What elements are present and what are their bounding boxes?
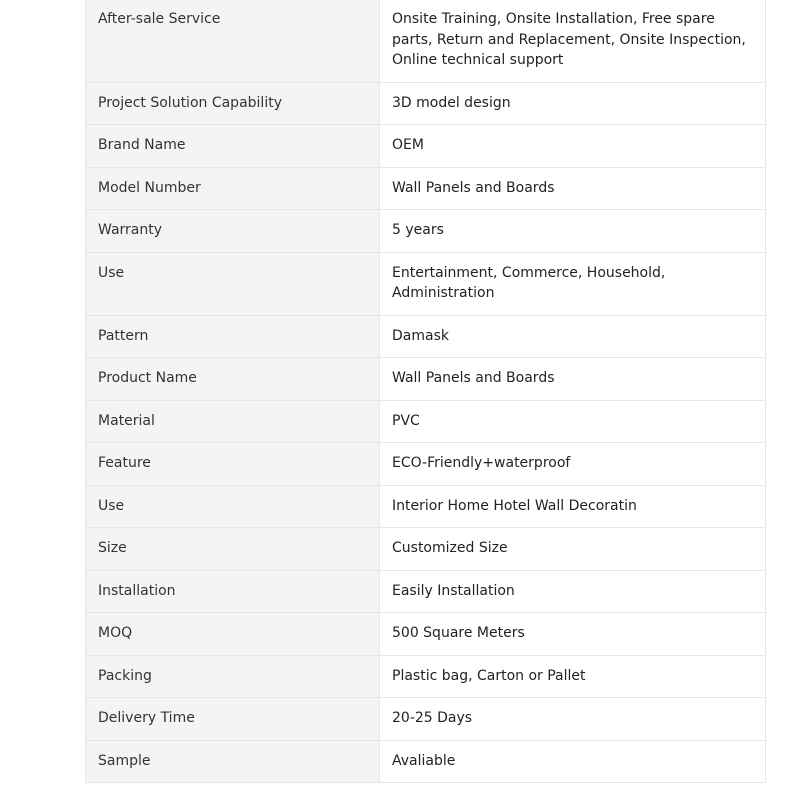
spec-row-size bbox=[86, 528, 766, 571]
spec-key: Warranty bbox=[86, 210, 380, 253]
spec-key: Delivery Time bbox=[86, 698, 380, 741]
spec-key: Brand Name bbox=[86, 125, 380, 168]
spec-value: Avaliable bbox=[380, 740, 766, 783]
product-spec-table bbox=[85, 0, 766, 783]
spec-row-sample bbox=[86, 740, 766, 783]
spec-row-installation bbox=[86, 570, 766, 613]
spec-row-material bbox=[86, 400, 766, 443]
spec-key: Model Number bbox=[86, 167, 380, 210]
spec-value: 3D model design bbox=[380, 82, 766, 125]
spec-table-body bbox=[86, 0, 766, 783]
spec-value: Wall Panels and Boards bbox=[380, 358, 766, 401]
spec-value: OEM bbox=[380, 125, 766, 168]
spec-value: 500 Square Meters bbox=[380, 613, 766, 656]
spec-key: Material bbox=[86, 400, 380, 443]
spec-value: 20-25 Days bbox=[380, 698, 766, 741]
spec-row-feature bbox=[86, 443, 766, 486]
spec-row-after-sale-service bbox=[86, 0, 766, 82]
spec-value: Plastic bag, Carton or Pallet bbox=[380, 655, 766, 698]
spec-key: Product Name bbox=[86, 358, 380, 401]
spec-row-packing bbox=[86, 655, 766, 698]
spec-key: Use bbox=[86, 252, 380, 315]
spec-value: 5 years bbox=[380, 210, 766, 253]
spec-key: Use bbox=[86, 485, 380, 528]
spec-row-pattern bbox=[86, 315, 766, 358]
spec-row-model-number bbox=[86, 167, 766, 210]
spec-key: MOQ bbox=[86, 613, 380, 656]
spec-value: Customized Size bbox=[380, 528, 766, 571]
spec-key: Packing bbox=[86, 655, 380, 698]
spec-key: Pattern bbox=[86, 315, 380, 358]
spec-value: Wall Panels and Boards bbox=[380, 167, 766, 210]
spec-key: Sample bbox=[86, 740, 380, 783]
spec-row-use bbox=[86, 252, 766, 315]
spec-value: Onsite Training, Onsite Installation, Free spare parts, Return and Replacement, Onsite Inspection, Online technical support bbox=[380, 0, 766, 82]
spec-row-use-2 bbox=[86, 485, 766, 528]
spec-value: PVC bbox=[380, 400, 766, 443]
spec-row-warranty bbox=[86, 210, 766, 253]
spec-key: Feature bbox=[86, 443, 380, 486]
spec-value: Interior Home Hotel Wall Decoratin bbox=[380, 485, 766, 528]
spec-row-product-name bbox=[86, 358, 766, 401]
spec-key: Project Solution Capability bbox=[86, 82, 380, 125]
spec-value: Entertainment, Commerce, Household, Administration bbox=[380, 252, 766, 315]
spec-key: Installation bbox=[86, 570, 380, 613]
spec-value: Damask bbox=[380, 315, 766, 358]
spec-value: ECO-Friendly+waterproof bbox=[380, 443, 766, 486]
spec-value: Easily Installation bbox=[380, 570, 766, 613]
spec-key: Size bbox=[86, 528, 380, 571]
spec-row-project-solution-capability bbox=[86, 82, 766, 125]
spec-row-delivery-time bbox=[86, 698, 766, 741]
spec-row-moq bbox=[86, 613, 766, 656]
spec-row-brand-name bbox=[86, 125, 766, 168]
spec-key: After-sale Service bbox=[86, 0, 380, 82]
